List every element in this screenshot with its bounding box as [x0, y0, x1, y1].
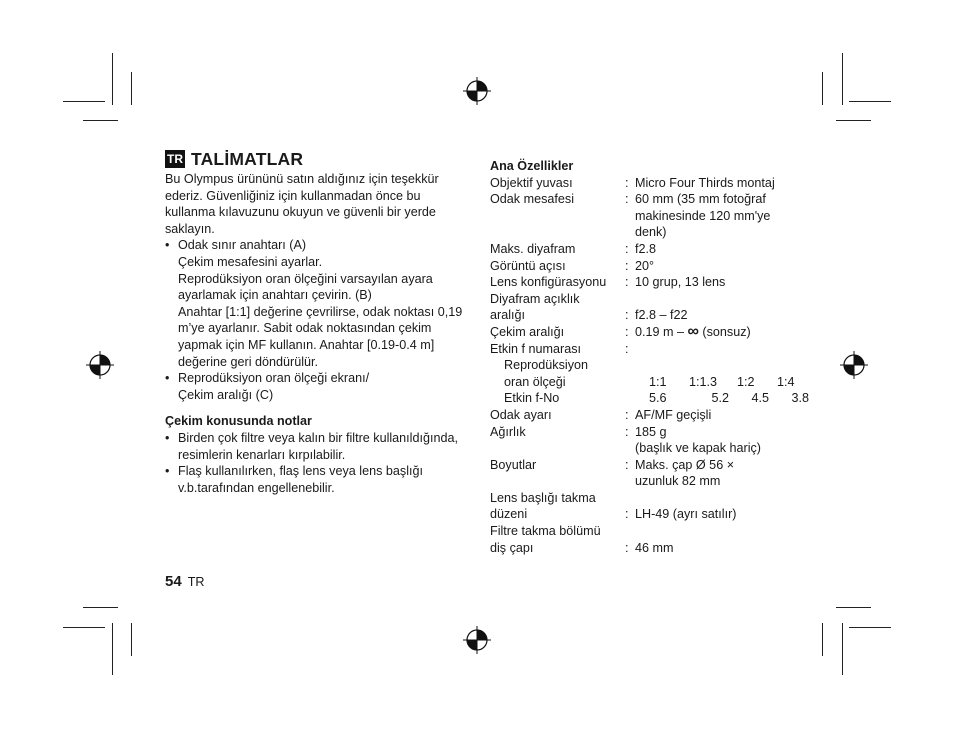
- spec-row-shooting-range: [490, 324, 800, 341]
- spec-table-bottom: [490, 407, 800, 556]
- spec-label: [490, 457, 625, 490]
- spec-label-line: diş çapı: [490, 540, 534, 555]
- spec-value: [635, 324, 800, 341]
- instructions-column: [165, 150, 465, 496]
- spec-separator-glyph: :: [625, 540, 629, 555]
- list-line: • Reprodüksiyon oran ölçeği ekranı/: [178, 371, 370, 386]
- spec-label: [490, 291, 625, 324]
- ratio-cell: 1:2: [737, 374, 755, 389]
- intro-paragraph: Bu Olympus ürününü satın aldığınız için teşekkür ederiz. Güvenliğiniz için kullanmadan önce bu kullanma kılavuzunu okuyun ve güvenli bir yerde saklayın.: [165, 172, 439, 236]
- spec-label-line: Boyutlar: [490, 457, 537, 472]
- spec-separator: [625, 523, 635, 556]
- list-line: • Odak sınır anahtarı (A): [178, 238, 307, 253]
- ratio-cell: 1:1: [649, 374, 667, 389]
- notes-heading: Çekim konusunda notlar: [165, 414, 312, 429]
- spec-label-line: Filtre takma bölümü: [490, 524, 601, 539]
- spec-row: [490, 241, 800, 258]
- crop-mark: [836, 120, 871, 121]
- spec-row: [490, 457, 800, 490]
- spec-value: [635, 407, 800, 424]
- ratio-row: [490, 374, 800, 391]
- language-badge: TR: [167, 152, 183, 166]
- spec-label: [490, 175, 625, 192]
- infinity-icon: ∞: [687, 322, 699, 340]
- spec-value-line: 10 grup, 13 lens: [635, 275, 726, 290]
- crop-mark: [83, 120, 118, 121]
- spec-label: [490, 523, 625, 556]
- spec-row: [490, 424, 800, 457]
- spec-separator-glyph: :: [625, 258, 629, 273]
- crop-mark: [849, 627, 891, 628]
- spec-value-line: 20°: [635, 258, 655, 273]
- fno-label: Etkin f-No: [504, 391, 560, 406]
- crop-mark: [842, 53, 843, 105]
- spec-value-line: 60 mm (35 mm fotoğraf: [635, 192, 766, 207]
- spec-value: [635, 175, 800, 192]
- spec-label: [490, 241, 625, 258]
- spec-value: [635, 191, 800, 241]
- spec-separator-glyph: :: [625, 241, 629, 256]
- spec-separator: :: [625, 324, 629, 339]
- registration-mark-icon: [840, 351, 868, 379]
- spec-table-top: [490, 175, 800, 324]
- registration-mark-icon: [463, 77, 491, 105]
- specifications-column: [490, 158, 809, 556]
- spec-value-line: (başlık ve kapak hariç): [635, 441, 761, 456]
- spec-separator: :: [625, 341, 629, 356]
- spec-separator-glyph: :: [625, 192, 629, 207]
- page-number: 54: [165, 573, 182, 590]
- crop-mark: [63, 627, 105, 628]
- spec-label: [490, 258, 625, 275]
- spec-label: [490, 274, 625, 291]
- crop-mark: [112, 53, 113, 105]
- spec-separator-glyph: :: [625, 507, 629, 522]
- list-line: Reprodüksiyon oran ölçeğini varsayılan ayara ayarlamak için anahtarı çevirin. (B): [178, 271, 433, 303]
- spec-value-line: f2.8: [635, 241, 657, 256]
- feature-list: [165, 237, 465, 403]
- crop-mark: [822, 623, 823, 656]
- spec-row: [490, 407, 800, 424]
- spec-label: Çekim aralığı: [490, 324, 565, 339]
- spec-separator-glyph: :: [625, 275, 629, 290]
- crop-mark: [131, 72, 132, 105]
- spec-row: [490, 490, 800, 523]
- fno-row: [490, 390, 809, 407]
- spec-label: Etkin f numarası: [490, 341, 581, 356]
- page-title: TALİMATLAR: [191, 148, 304, 169]
- crop-mark: [63, 101, 105, 102]
- spec-value-line: Micro Four Thirds montaj: [635, 175, 775, 190]
- spec-label-line: Görüntü açısı: [490, 258, 566, 273]
- list-item: [165, 370, 465, 403]
- ratio-cell: 1:4: [777, 374, 795, 389]
- spec-separator: [625, 291, 635, 324]
- spec-value: [635, 258, 800, 275]
- list-item: • Birden çok filtre veya kalın bir filtre kullanıldığında, resimlerin kenarları kırpılabilir.: [165, 430, 465, 463]
- spec-label: [490, 407, 625, 424]
- spec-value: [635, 424, 800, 457]
- spec-row: [490, 258, 800, 275]
- spec-value-line: denk): [635, 225, 667, 240]
- list-item: • Flaş kullanılırken, flaş lens veya lens başlığı v.b.tarafından engellenebilir.: [165, 463, 465, 496]
- spec-label-line: Ağırlık: [490, 424, 526, 439]
- spec-label-line: Diyafram açıklık: [490, 291, 580, 306]
- list-line: Anahtar [1:1] değerine çevrilirse, odak noktası 0,19 m’ye ayarlanır. Sabit odak noktasından çekim yapmak için MF kullanın. Anahtar [0.19-0.4 m] değerine geri döndürülür.: [178, 304, 463, 369]
- spec-separator: [625, 191, 635, 241]
- spec-value-line: makinesinde 120 mm'ye: [635, 208, 771, 223]
- spec-row: [490, 191, 800, 241]
- spec-label: [490, 490, 625, 523]
- crop-mark: [112, 623, 113, 675]
- spec-row: [490, 175, 800, 192]
- list-line: Çekim mesafesini ayarlar.: [178, 254, 323, 269]
- spec-row: [490, 274, 800, 291]
- crop-mark: [822, 72, 823, 105]
- spec-value: [635, 523, 800, 556]
- spec-separator: [625, 241, 635, 258]
- spec-value: [635, 274, 800, 291]
- spec-label: [490, 191, 625, 241]
- spec-label: [490, 424, 625, 457]
- list-item: [165, 237, 465, 370]
- fno-cell: 4.5: [751, 391, 769, 406]
- section-header: [165, 150, 465, 168]
- notes-list: [165, 430, 465, 496]
- spec-separator: [625, 175, 635, 192]
- crop-mark: [849, 101, 891, 102]
- ratio-cell: 1:1.3: [689, 374, 718, 389]
- list-line: Çekim aralığı (C): [178, 387, 274, 402]
- spec-value-line: f2.8 – f22: [635, 308, 688, 323]
- specs-heading: Ana Özellikler: [490, 159, 574, 173]
- crop-mark: [836, 607, 871, 608]
- spec-value-line: Maks. çap Ø 56 ×: [635, 457, 735, 472]
- fno-cell: 5.6: [649, 391, 667, 406]
- spec-separator: [625, 490, 635, 523]
- spec-separator-glyph: :: [625, 424, 629, 439]
- spec-value-prefix: 0.19 m –: [635, 324, 688, 339]
- spec-value: [635, 341, 800, 358]
- spec-value: [635, 241, 800, 258]
- spec-row-fno: [490, 341, 800, 358]
- ratio-label: oran ölçeği: [504, 374, 566, 389]
- crop-mark: [842, 623, 843, 675]
- spec-value: [635, 291, 800, 324]
- spec-value-suffix: (sonsuz): [698, 324, 751, 339]
- spec-value-line: AF/MF geçişli: [635, 407, 712, 422]
- spec-separator-glyph: :: [625, 457, 629, 472]
- spec-label-line: aralığı: [490, 308, 526, 323]
- spec-value-line: uzunluk 82 mm: [635, 474, 721, 489]
- spec-value: [635, 457, 800, 490]
- registration-mark-icon: [463, 626, 491, 654]
- ratio-label: Reprodüksiyon: [504, 358, 589, 373]
- spec-label-line: Lens konfigürasyonu: [490, 275, 607, 290]
- spec-separator: [625, 274, 635, 291]
- fno-cell: 5.2: [711, 391, 729, 406]
- spec-label-line: Maks. diyafram: [490, 241, 576, 256]
- footer-lang: TR: [187, 575, 205, 589]
- crop-mark: [131, 623, 132, 656]
- spec-separator: [625, 457, 635, 490]
- registration-mark-icon: [86, 351, 114, 379]
- spec-value-line: 185 g: [635, 424, 667, 439]
- fno-cell: 3.8: [791, 391, 809, 406]
- spec-row: [490, 523, 800, 556]
- page-footer: [165, 573, 204, 590]
- spec-row: [490, 291, 800, 324]
- crop-mark: [83, 607, 118, 608]
- spec-separator: [625, 407, 635, 424]
- spec-separator: [625, 424, 635, 457]
- spec-separator-glyph: :: [625, 175, 629, 190]
- spec-label-line: Odak ayarı: [490, 407, 552, 422]
- spec-value-line: LH-49 (ayrı satılır): [635, 507, 737, 522]
- spec-label-line: Objektif yuvası: [490, 175, 573, 190]
- spec-label-line: Lens başlığı takma: [490, 490, 596, 505]
- spec-separator: [625, 258, 635, 275]
- spec-separator-glyph: :: [625, 308, 629, 323]
- spec-label-line: Odak mesafesi: [490, 192, 574, 207]
- spec-separator-glyph: :: [625, 407, 629, 422]
- spec-value-line: 46 mm: [635, 540, 674, 555]
- spec-label-line: düzeni: [490, 507, 528, 522]
- spec-value: [635, 490, 800, 523]
